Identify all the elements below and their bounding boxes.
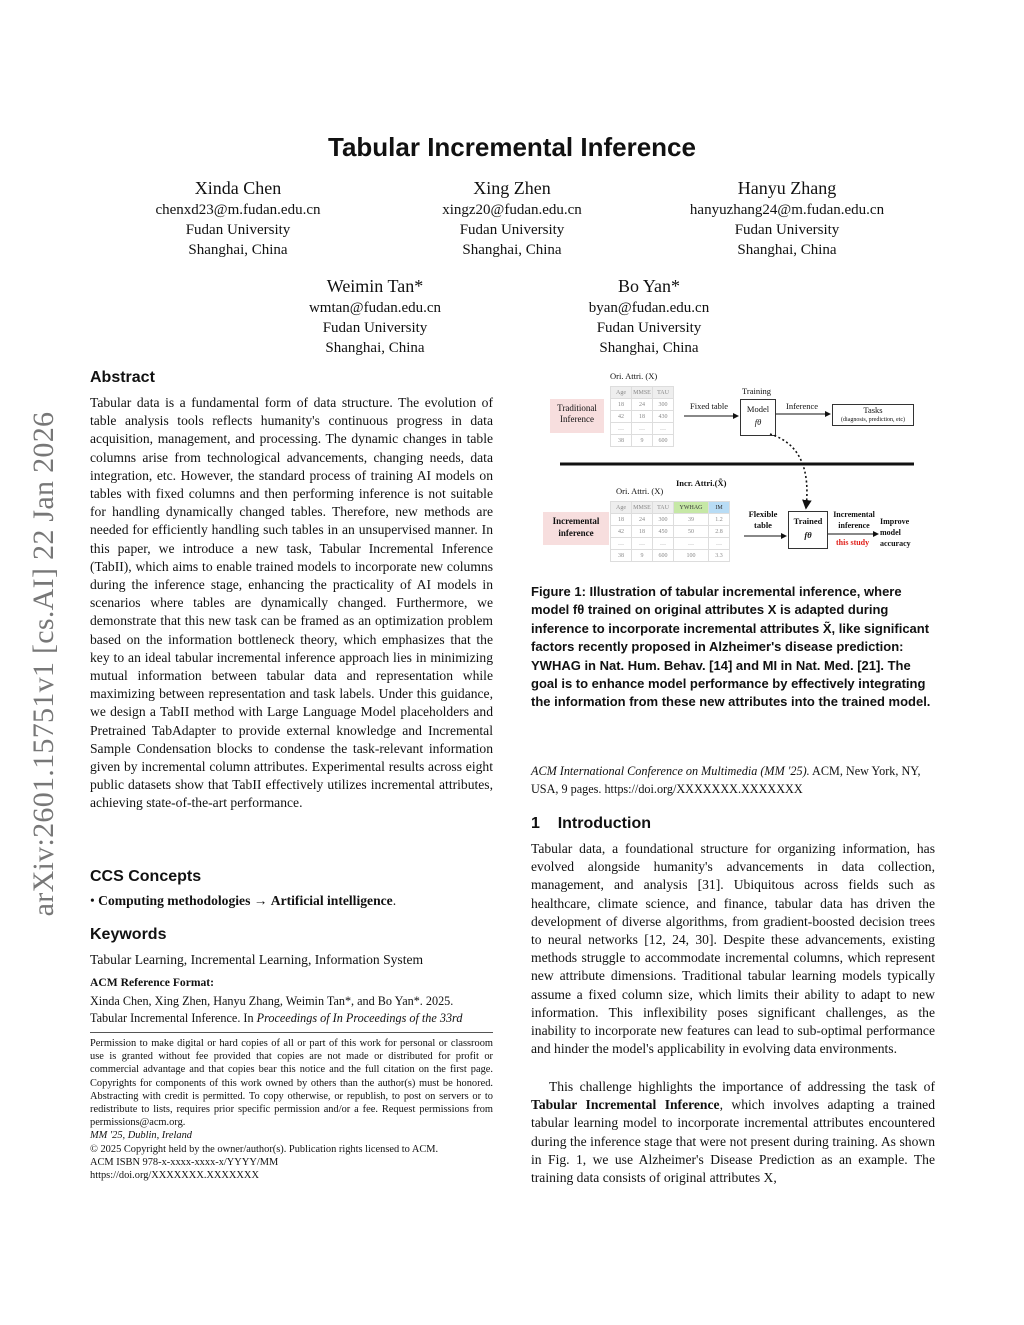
author-affiliation: Fudan University (734, 222, 840, 238)
author-email: wmtan@fudan.edu.cn (308, 300, 442, 316)
table-cell: 39 (674, 514, 709, 526)
arxiv-stamp (20, 378, 68, 950)
improve-accuracy-label: Improve model accuracy (880, 517, 911, 548)
conference-plain: ACM, New York, NY, USA, 9 pages. https://doi.org/XXXXXXX.XXXXXXX (531, 764, 921, 796)
table-cell: 18 (632, 526, 653, 538)
author-affiliation: Fudan University (185, 222, 291, 238)
author-block (412, 176, 612, 260)
permission-venue: MM '25, Dublin, Ireland (90, 1130, 192, 1142)
this-study-label: this study (836, 538, 870, 547)
author-email: hanyuzhang24@m.fudan.edu.cn (689, 202, 885, 218)
table-cell: 300 (653, 399, 674, 411)
table-header: Age (611, 387, 632, 399)
author-location: Shanghai, China (462, 242, 562, 258)
paper-title: Tabular Incremental Inference (328, 132, 696, 162)
author-email: byan@fudan.edu.cn (588, 300, 710, 316)
intro-para-2-a: This challenge highlights the importance of addressing the task of (549, 1079, 935, 1094)
author-block (549, 274, 749, 358)
table-header: MMSE (632, 387, 653, 399)
traditional-inference-label: Traditional Inference (550, 399, 604, 433)
model-symbol: fθ (754, 417, 762, 427)
ccs-arrow: → (253, 893, 268, 908)
table-cell: 42 (611, 526, 632, 538)
inference-label: Inference (786, 401, 819, 411)
table-cell: 38 (611, 435, 632, 447)
acm-ref-text (90, 993, 493, 1027)
intro-para-2 (531, 1078, 935, 1187)
table-cell: 600 (653, 550, 674, 562)
author-name: Weimin Tan* (326, 276, 424, 296)
author-block (275, 274, 475, 358)
author-affiliation: Fudan University (596, 320, 702, 336)
permission-text: Permission to make digital or hard copies of all or part of this work for personal or classroom use is granted without fee provided that copies are not made or distributed for profit or commercial advantage and that copies bear this notice and the full citation on the first page. Copyrights for components of this work owned by others than the author(s) must be honored. Abstracting with credit is permitted. To copy otherwise, or republish, to post on servers or to redistribute to lists, requires prior specific permission and/or a fee. Request permissions from permissions@acm.org. (90, 1038, 493, 1129)
acm-ref-plain: Tabular Incremental Inference. In (90, 1011, 257, 1025)
author-name: Xing Zhen (473, 178, 551, 198)
table-cell: 9 (632, 435, 653, 447)
intro-para-1: Tabular data, a foundational structure for organizing information, has evolved alongside humanity's advancements in data collection, management, and analysis [31]. Ubiquitous across fields such as healthcare, climate science, and finance, tabular data has driven the development of diverse algorithms, from gradient-boosted decision trees to neural networks [12, 24, 30]. Despite these advancements, existing methods struggle to accommodate incremental columns, which represent new attribute dimensions. Traditional tabular learning models typically assume a fixed column size, which limits their ability to adapt to new information. This inflexibility poses significant challenges, as the inability to incorporate new features can lead to sub-optimal performance and hinder the model's applicability in evolving data environments. (531, 841, 935, 1057)
abstract-text: Tabular data is a fundamental form of data structure. The evolution of table analysis tools reflects humanity's continuous progress in data acquisition, management, and processing. The dynamic changes in table columns arise from technological advancements, changing needs, data integration, etc. However, the standard process of training AI models on tables with fixed columns and then performing inference is not suitable for handling dynamically changed tables. Therefore, new methods are needed for efficiently handling such tables in an unsupervised manner. In this paper, we introduce a new task, Tabular Incremental Inference (TabII), which aims to enable trained models to incorporate new columns during the inference stage, enhancing the practicality of AI models in scenarios where tables are dynamically changed. Furthermore, we demonstrate that this new task can be framed as an optimization problem based on the information bottleneck theory, which emphasizes that the key to an ideal tabular incremental inference approach lies in minimizing mutual information between tabular data and representation while maximizing between representation and task labels. Under this guidance, we design a TabII method with Large Language Model placeholders and Pretrained TabAdapter to provide external knowledge and Incremental Sample Condensation blocks to condense the task-relevant information given by incremental column attributes. Experimental results across eight public datasets show that TabII effectively utilizes incremental attributes, achieving state-of-the-art performance. (90, 395, 493, 811)
author-location: Shanghai, China (737, 242, 837, 258)
table-header-im: IM (709, 502, 730, 514)
trained-symbol: fθ (804, 530, 812, 540)
ori-attri-label: Ori. Attri. (X) (610, 371, 658, 381)
table-cell: … (653, 538, 674, 550)
permission-copyright: © 2025 Copyright held by the owner/author(s). Publication rights licensed to ACM. (90, 1143, 439, 1155)
trained-model-box (788, 511, 828, 549)
figure-1 (540, 368, 930, 578)
author-location: Shanghai, China (325, 340, 425, 356)
acm-ref-line: Xinda Chen, Xing Zhen, Hanyu Zhang, Weimin Tan*, and Bo Yan*. 2025. (90, 994, 454, 1008)
table-cell: 9 (632, 550, 653, 562)
tasks-label: Tasks (863, 405, 883, 415)
figure-caption: Figure 1: Illustration of tabular incremental inference, where model fθ trained on original attributes X is adapted during inference to incorporate incremental attributes X̃, like significant factors recently proposed in Alzheimer's disease prediction: YWHAG in Nat. Hum. Behav. [14] and MI in Nat. Med. [21]. The goal is to enhance model performance by effectively integrating the information from these new attributes into the trained model. (531, 584, 931, 710)
bottom-table (610, 501, 730, 562)
table-cell: 450 (653, 526, 674, 538)
author-block (138, 176, 338, 260)
intro-para-2-bold: Tabular Incremental Inference (531, 1097, 720, 1113)
conference-line (531, 762, 935, 798)
ccs-bullet: • (90, 893, 95, 908)
table-cell: 18 (632, 411, 653, 423)
keywords-text: Tabular Learning, Incremental Learning, Information System (90, 952, 424, 967)
ccs-item: Artificial intelligence (270, 893, 393, 908)
abstract-heading: Abstract (90, 369, 155, 386)
keywords-heading: Keywords (90, 926, 167, 943)
ccs-end: . (392, 893, 397, 908)
table-cell: … (632, 423, 653, 435)
table-cell: 3.3 (709, 550, 730, 562)
table-cell: 50 (674, 526, 709, 538)
permission-doi[interactable]: https://doi.org/XXXXXXX.XXXXXXX (90, 1170, 259, 1182)
trained-label: Trained (793, 516, 823, 526)
acm-ref-italic: Proceedings of In Proceedings of the 33rd (256, 1011, 463, 1025)
table-header: Age (611, 502, 632, 514)
training-label: Training (742, 386, 771, 396)
acm-ref-line (90, 1010, 493, 1027)
author-affiliation: Fudan University (459, 222, 565, 238)
fixed-table-label: Fixed table (690, 401, 729, 411)
incr-attri-label: Incr. Attri.(X̃) (676, 478, 727, 488)
model-label: Model (746, 404, 770, 414)
author-name: Bo Yan* (617, 276, 681, 296)
intro-title: Introduction (557, 815, 651, 832)
author-email: chenxd23@m.fudan.edu.cn (155, 202, 321, 218)
table-header-ywhag: YWHAG (674, 502, 709, 514)
incremental-inference-arrow-label: Incremental inference (833, 510, 875, 530)
model-box (740, 399, 776, 436)
author-location: Shanghai, China (599, 340, 699, 356)
intro-para-2-b: , which involves adapting a trained tabular learning model to incorporate incremental attributes encountered during the inference stage that were not present during training. As shown in Fig. 1, we use Alzheimer's Disease Prediction as an example. The training data consists of original attributes X, (531, 1097, 936, 1186)
table-cell: 300 (653, 514, 674, 526)
permission-notice (90, 1037, 493, 1182)
transfer-dotted-arrow (770, 434, 807, 508)
table-cell: 18 (611, 399, 632, 411)
author-location: Shanghai, China (188, 242, 288, 258)
table-cell: 100 (674, 550, 709, 562)
author-name: Xinda Chen (194, 178, 282, 198)
author-email: xingz20@fudan.edu.cn (442, 202, 582, 218)
table-cell: … (632, 538, 653, 550)
ori-attri-label: Ori. Attri. (X) (616, 486, 664, 496)
table-cell: … (674, 538, 709, 550)
intro-heading (531, 815, 651, 833)
table-header: TAU (653, 502, 674, 514)
permission-isbn: ACM ISBN 978-x-xxxx-xxxx-x/YYYY/MM (90, 1156, 279, 1168)
author-affiliation: Fudan University (322, 320, 428, 336)
table-cell: 38 (611, 550, 632, 562)
table-cell: … (611, 423, 632, 435)
arxiv-id: arXiv:2601.15751v1 [cs.AI] 22 Jan 2026 (27, 411, 60, 917)
table-cell: 24 (632, 399, 653, 411)
tasks-sublabel: (diagnosis, prediction, etc) (841, 417, 905, 423)
conference-italic: ACM International Conference on Multimedia (MM '25). (531, 764, 810, 778)
acm-ref-heading: ACM Reference Format: (90, 976, 215, 989)
table-cell: … (709, 538, 730, 550)
table-cell: 1.2 (709, 514, 730, 526)
flexible-table-label: Flexible table (748, 509, 778, 530)
author-name: Hanyu Zhang (737, 178, 837, 198)
ccs-concepts (90, 892, 493, 910)
table-cell: 600 (653, 435, 674, 447)
table-cell: 42 (611, 411, 632, 423)
table-cell: 18 (611, 514, 632, 526)
table-cell: 430 (653, 411, 674, 423)
table-header: TAU (653, 387, 674, 399)
ccs-item: Computing methodologies (98, 893, 251, 908)
ccs-heading: CCS Concepts (90, 868, 202, 885)
intro-number: 1 (531, 815, 540, 832)
table-cell: … (611, 538, 632, 550)
table-cell: … (653, 423, 674, 435)
tasks-box (832, 404, 914, 426)
table-header: MMSE (632, 502, 653, 514)
table-cell: 24 (632, 514, 653, 526)
incremental-inference-label: Incremental inference (543, 512, 609, 545)
top-table (610, 386, 674, 447)
author-block (667, 176, 907, 260)
footnote-divider (90, 1032, 493, 1033)
table-cell: 2.8 (709, 526, 730, 538)
